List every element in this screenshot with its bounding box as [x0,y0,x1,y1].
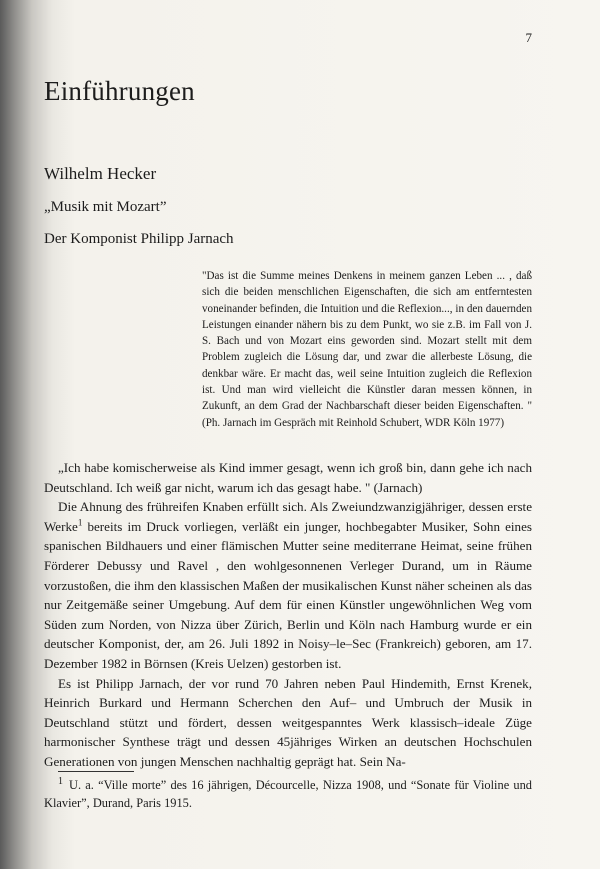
body-text [44,458,532,772]
paragraph: Es ist Philipp Jarnach, der vor rund 70 Jahren neben Paul Hindemith, Ernst Krenek, Heinrich Burkard und Hermann Scherchen den Auf– und Umbruch der Musik in Deutschland stützt und fördert, dessen weitgespanntes Werk klassisch–ideale Züge harmonischer Synthese trägt und dessen 45jähriges Wirken an deutschen Hochschulen Generationen von jungen Menschen nachhaltig geprägt hat. Sein Na- [44,675,532,769]
paragraph: „Ich habe komischerweise als Kind immer gesagt, wenn ich groß bin, dann gehe ich nach Deutschland. Ich weiß gar nicht, warum ich das gesagt habe. " (Jarnach) [44,460,532,495]
footnote-text: U. a. “Ville morte” des 16 jährigen, Décourcelle, Nizza 1908, und “Sonate für Violine und Klavier”, Durand, Paris 1915. [44,778,532,810]
chapter-title: Einführungen [44,76,195,106]
page-number: 7 [525,30,532,45]
paragraph-text: Die Ahnung des frühreifen Knaben erfüllt sich. Als Zweiundzwanzigjähriger, dessen erste Werke [44,499,532,534]
section-title: Der Komponist Philipp Jarnach [44,231,234,247]
epigraph-quote: "Das ist die Summe meines Denkens in meinem ganzen Leben ... , daß sich die beiden menschlichen Eigenschaften, die sich am entferntesten voneinander befinden, die Intuition und die Reflexion..., in den dauernden Leistungen einander nähern bis zu dem Punkt, wo sie z.B. im Fall von J. S. Bach und von Mozart eins geworden sind. Mozart stellt mit dem Problem zugleich die Lösung dar, und zwar die allerbeste Lösung, die denkbar wäre. Er macht das, weil seine Intuition zugleich die Reflexion ist. Und man wird vielleicht die Künstler daran messen können, in Zukunft, an dem Grad der Nachbarschaft dieser beiden Eigenschaften. " (Ph. Jarnach im Gespräch mit Reinhold Schubert, WDR Köln 1977) [202,270,532,429]
footnote-marker: 1 [58,775,63,787]
author-name: Wilhelm Hecker [44,164,157,183]
footnote-divider [58,771,134,772]
footnote-reference: 1 [77,517,83,528]
paragraph [44,497,532,673]
footnote [44,776,532,812]
article-title: „Musik mit Mozart” [44,199,167,215]
paragraph-text: bereits im Druck vorliegen, verläßt ein junger, hochbegabter Musiker, Sohn eines spanischen Bildhauers und einer flämischen Mutter seine mediterrane Heimat, seine frühen Förderer Debussy und Ravel , den wohlgesonnenen Verleger Durand, um in Räume vorzustoßen, die ihm den klassischen Maßen der musikalischen Kunst näher scheinen als das nur Zeitgemäße seiner Umgebung. Auf dem für einen Künstler ungewöhnlichen Weg vom Süden zum Norden, von Nizza über Zürich, Berlin und Köln nach Hamburg wurde er ein deutscher Komponist, der, am 26. Juli 1892 in Noisy–le–Sec (Frankreich) geboren, am 17. Dezember 1982 in Börnsen (Kreis Uelzen) gestorben ist. [44,518,532,671]
